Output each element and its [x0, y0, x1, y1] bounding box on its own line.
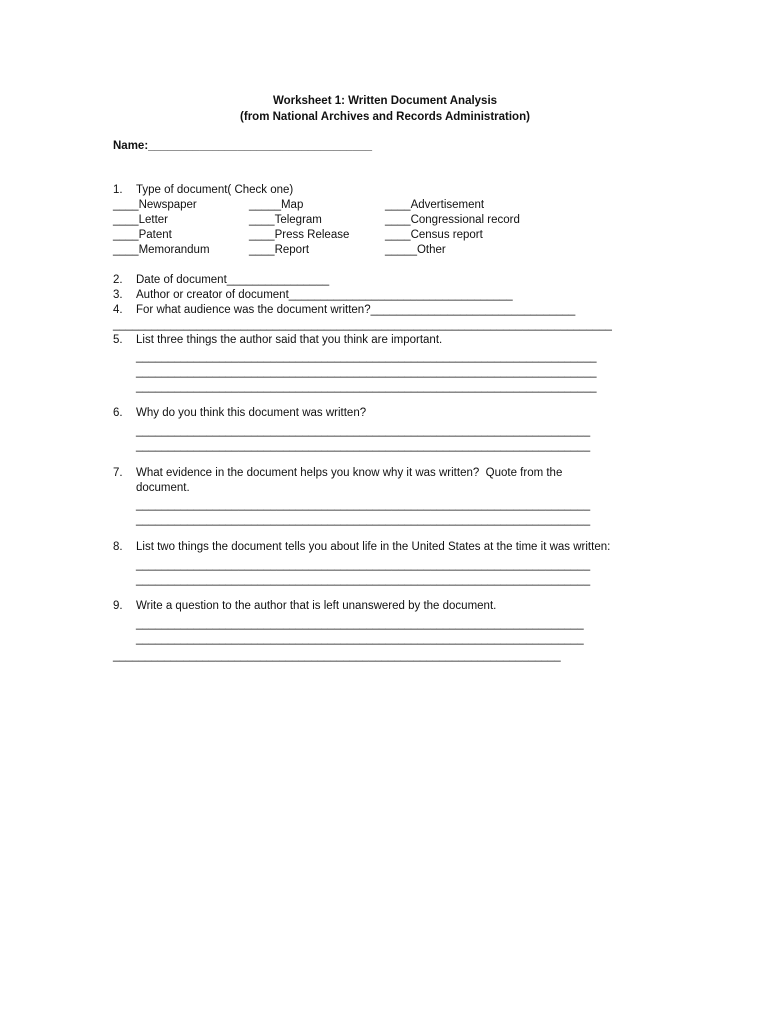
q9-answer-line-3[interactable]: ______________________________________________________________________	[113, 650, 561, 662]
q9-answer-line-1[interactable]: ______________________________________________________________________	[136, 618, 584, 630]
doc-type-option-advertisement[interactable]: ____Advertisement	[385, 199, 485, 211]
q4-audience-field[interactable]: For what audience was the document written?________________________________	[136, 304, 576, 316]
q5-prompt: List three things the author said that you think are important.	[136, 334, 443, 346]
q7-prompt: What evidence in the document helps you know why it was written? Quote from the	[136, 467, 563, 479]
name-field-line[interactable]: Name:___________________________________	[113, 140, 373, 152]
q8-prompt: List two things the document tells you about life in the United States at the time it was written:	[136, 541, 611, 553]
q9-answer-line-2[interactable]: ______________________________________________________________________	[136, 633, 584, 645]
doc-type-option-press-release[interactable]: ____Press Release	[249, 229, 350, 241]
doc-type-option-patent[interactable]: ____Patent	[113, 229, 172, 241]
q6-number: 6.	[113, 407, 123, 419]
doc-type-option-report[interactable]: ____Report	[249, 244, 310, 256]
doc-type-option-other[interactable]: _____Other	[385, 244, 446, 256]
q4-answer-line[interactable]: ______________________________________________________________________________	[113, 319, 612, 331]
doc-type-option-telegram[interactable]: ____Telegram	[249, 214, 322, 226]
doc-type-option-map[interactable]: _____Map	[249, 199, 304, 211]
doc-type-option-congressional-record[interactable]: ____Congressional record	[385, 214, 520, 226]
q9-number: 9.	[113, 600, 123, 612]
q7-number: 7.	[113, 467, 123, 479]
q8-answer-line-2[interactable]: _______________________________________________________________________	[136, 574, 591, 586]
q6-answer-line-1[interactable]: _______________________________________________________________________	[136, 425, 591, 437]
q2-number: 2.	[113, 274, 123, 286]
worksheet-title: Worksheet 1: Written Document Analysis	[272, 95, 498, 107]
q4-number: 4.	[113, 304, 123, 316]
doc-type-option-letter[interactable]: ____Letter	[113, 214, 168, 226]
worksheet-subtitle: (from National Archives and Records Administration)	[240, 111, 530, 123]
q6-answer-line-2[interactable]: _______________________________________________________________________	[136, 440, 591, 452]
doc-type-option-newspaper[interactable]: ____Newspaper	[113, 199, 197, 211]
q1-number: 1.	[113, 184, 123, 196]
q8-answer-line-1[interactable]: _______________________________________________________________________	[136, 559, 591, 571]
q5-answer-line-2[interactable]: ________________________________________________________________________	[136, 366, 597, 378]
q1-prompt: Type of document( Check one)	[136, 184, 294, 196]
q5-number: 5.	[113, 334, 123, 346]
q7-answer-line-2[interactable]: _______________________________________________________________________	[136, 514, 591, 526]
doc-type-option-memorandum[interactable]: ____Memorandum	[113, 244, 210, 256]
q6-prompt: Why do you think this document was written?	[136, 407, 367, 419]
q2-date-field[interactable]: Date of document________________	[136, 274, 330, 286]
q5-answer-line-3[interactable]: ________________________________________________________________________	[136, 381, 597, 393]
q3-number: 3.	[113, 289, 123, 301]
q5-answer-line-1[interactable]: ________________________________________________________________________	[136, 351, 597, 363]
q3-author-field[interactable]: Author or creator of document___________________________________	[136, 289, 513, 301]
q7-answer-line-1[interactable]: _______________________________________________________________________	[136, 499, 591, 511]
q8-number: 8.	[113, 541, 123, 553]
doc-type-option-census-report[interactable]: ____Census report	[385, 229, 483, 241]
q7-prompt-continued: document.	[136, 482, 190, 494]
q9-prompt: Write a question to the author that is left unanswered by the document.	[136, 600, 497, 612]
